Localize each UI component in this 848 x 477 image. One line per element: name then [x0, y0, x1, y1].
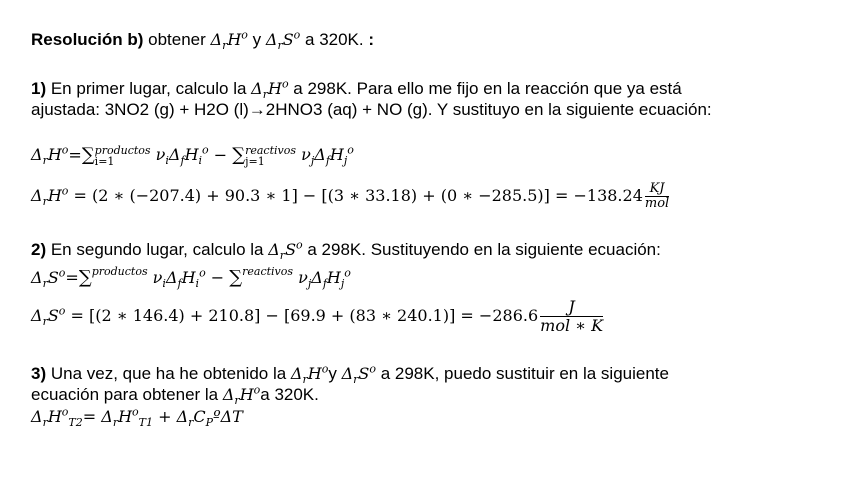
- heading-text: obtener: [143, 30, 211, 49]
- step3-line2-sym: $\Delta_rH^o$: [222, 383, 261, 408]
- step2-unit: $\frac{J}{\text{mol ∗ K}}$: [540, 297, 604, 335]
- heading-text-after: a 320K.: [300, 30, 364, 49]
- step2-line1: [31, 238, 661, 263]
- step2-text-a: En segundo lugar, calculo la: [46, 240, 269, 259]
- step3-line1: [31, 362, 669, 387]
- step3-text-a: Una vez, que ha he obtenido la: [46, 364, 291, 383]
- step3-text-b: a 298K, puedo sustituir en la siguiente: [375, 364, 669, 383]
- step2-calc: $\Delta_rS^o = [(2$ ∗ 146.4) + 210.8] − [69.9 + (83 ∗ 240.1)] = −286.6 $\frac{J}{\text{mol ∗ K}}$: [31, 297, 604, 335]
- step2-formula: $\Delta_rS^o=\sum^{productos}$ $\nu_i\Delta_fH_i^o - \sum^{reactivos}$ $\nu_j\Delta_fH_j^o$: [31, 265, 351, 291]
- step1-sym: $\Delta_rH^o$: [251, 77, 289, 102]
- heading-bold: Resolución b): [31, 30, 144, 49]
- step1-unit: $\frac{KJ}{\text{mol}}$: [644, 181, 670, 211]
- step1-text-a: En primer lugar, calculo la: [46, 79, 252, 98]
- heading-colon: :: [363, 30, 375, 49]
- step1-line2: ajustada: 3NO2 (g) + H2O (l)→2HNO3 (aq) + NO (g). Y sustituyo en la siguiente ecuación:: [31, 100, 712, 119]
- step3-sym-h: $\Delta_rH^o$: [290, 362, 329, 387]
- step1-calc: $\Delta_rH^o = (2$ ∗ (−207.4) + 90.3 ∗ 1] − [(3 ∗ 33.18) + (0 ∗ −285.5)] = −138.24 $\frac{KJ}{\text{mol}}$: [31, 181, 670, 211]
- step3-line2: [31, 383, 319, 408]
- step1-line1: [31, 77, 682, 102]
- step1-text-b: a 298K. Para ello me fijo en la reacción que ya está: [288, 79, 682, 98]
- step1-number: 1): [31, 79, 47, 98]
- step3-formula: $\Delta_rH^o_{T2}= \Delta_rH^o_{T1}$ + $\Delta_rC_Pº\Delta T$: [31, 405, 243, 430]
- heading-sym-s: $\Delta_rS^o$: [265, 28, 301, 53]
- step2-sym: $\Delta_rS^o$: [268, 238, 303, 263]
- step3-line2-a: ecuación para obtener la: [31, 385, 223, 404]
- step2-number: 2): [31, 240, 47, 259]
- step3-number: 3): [31, 364, 47, 383]
- step1-formula: $\Delta_rH^o=\sum$ productos i=1 $\nu_i\Delta_fH_i^o$ − ∑ reactivos j=1 $\nu_j\Delta_fH_j^o$: [31, 144, 354, 168]
- heading-y: y: [247, 30, 266, 49]
- heading-sym-h: $\Delta_rH^o$: [210, 28, 248, 53]
- step3-mid: y: [328, 364, 342, 383]
- step3-sym-s: $\Delta_rS^o$: [341, 362, 376, 387]
- heading-line: [31, 28, 375, 53]
- step3-line2-b: a 320K.: [260, 385, 319, 404]
- step2-text-b: a 298K. Sustituyendo en la siguiente ecuación:: [302, 240, 661, 259]
